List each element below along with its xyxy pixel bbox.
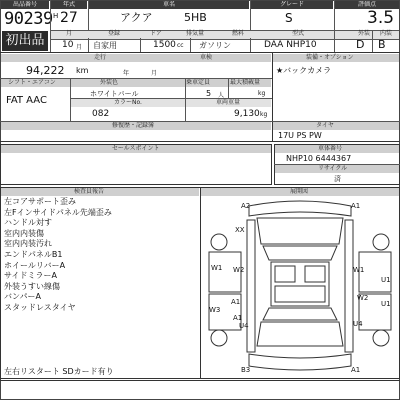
score-value: 3.5 (367, 8, 395, 28)
seat-front-left (275, 266, 295, 282)
front-bumper-outline (249, 201, 351, 216)
displacement-value: 1500 (153, 40, 176, 50)
diagram-mark: U1 (381, 300, 391, 308)
diagram-mark: W1 (211, 264, 223, 272)
mileage-unit: km (76, 66, 89, 75)
weight-value: 9,130 (234, 109, 260, 119)
report-footer: 左右リスタート SDカード有り (4, 367, 114, 376)
report-item: バンパーA (4, 292, 41, 302)
diagram-mark: A1 (231, 298, 241, 306)
wheel-rear-left (211, 330, 227, 346)
fuel-label: 燃料 (232, 30, 245, 37)
equipment-item: ★バックカメラ (276, 66, 332, 75)
hood-outline (257, 218, 343, 244)
seats-unit: 人 (218, 92, 225, 99)
left-side-outline (247, 220, 255, 352)
weight-label: 車両重量 (216, 99, 241, 106)
notes-label: セールスポイント (112, 145, 160, 152)
model-code-value: DAA NHP10 (264, 40, 317, 50)
seats-label: 乗車定員 (186, 79, 211, 86)
diagram-mark: A1 (351, 202, 361, 210)
usage-value: 自家用 (93, 41, 117, 50)
diagram-mark: W2 (233, 266, 245, 274)
fuel-value: ガソリン (199, 41, 231, 50)
trunk-outline (257, 322, 343, 346)
report-item: 室内内装傷 (4, 228, 44, 238)
diagram-mark: W2 (357, 294, 369, 302)
door-label: ドア (150, 30, 162, 37)
year-era: H (53, 12, 59, 20)
equipment-label: 装備・オプション (306, 54, 354, 61)
report-item: スタッドレスタイヤ (4, 302, 76, 312)
report-items (4, 197, 199, 314)
diagram-mark: A2 (241, 202, 251, 210)
windshield-outline (263, 246, 337, 260)
tire-header (273, 122, 399, 130)
car-diagram (201, 196, 399, 378)
shift-value: FAT AAC (6, 95, 47, 106)
shift-label: シフト・エアコン (8, 79, 56, 86)
color-label: 外装色 (100, 79, 119, 86)
report-item: ハンドル対す (4, 218, 52, 228)
chassis-value: NHP10 6444367 (286, 154, 352, 163)
interior-label: 内装 (380, 30, 393, 37)
body-type: 5HB (184, 11, 207, 24)
report-item: ホイールリバーA (4, 260, 66, 270)
wheel-front-left (211, 234, 227, 250)
diagram-mark: XX (235, 226, 245, 234)
year-value: 27 (60, 10, 78, 26)
right-side-outline (345, 220, 353, 352)
record-label: 修復歴・記録簿 (112, 122, 155, 129)
report-item: 室内内装汚れ (4, 239, 52, 249)
grade-label: グレード (251, 1, 333, 9)
diagram-mark: U4 (353, 320, 363, 328)
mileage-label: 走行 (94, 54, 107, 61)
color-no-label: カラーNo. (114, 99, 142, 106)
tire-label: タイヤ (316, 122, 334, 129)
rear-bumper-outline (249, 354, 351, 370)
diagram-label: 展開図 (290, 188, 309, 195)
notes-box (0, 144, 272, 185)
diagram-mark: U1 (381, 276, 391, 284)
displacement-unit: cc (177, 42, 184, 49)
load-label: 最大積載量 (230, 79, 261, 86)
mileage-header (1, 54, 271, 62)
inspection-year: 年 (123, 70, 130, 77)
month-value: 10 (62, 40, 74, 50)
report-item: 外装うすい線傷 (4, 281, 60, 291)
load-unit: kg (258, 90, 266, 97)
mileage-value: 94,222 (26, 64, 65, 77)
color-value: ホワイトパール (90, 90, 139, 98)
diagram-mark: W3 (209, 306, 221, 314)
diagram-mark: U4 (239, 322, 249, 330)
report-item: 左コアサポート歪み (4, 197, 76, 206)
usage-label: 登録 (108, 30, 121, 37)
lot-number-label: 出品番号 (1, 1, 49, 9)
report-item: エンドパネルB1 (4, 249, 63, 259)
sub-header-bar (51, 30, 399, 40)
recycle-label: リサイクル (318, 165, 348, 172)
displacement-label: 排気量 (186, 30, 205, 37)
exterior-label: 外装 (358, 30, 371, 37)
diagram-mark: W1 (353, 266, 365, 274)
recycle-value: 済 (334, 175, 341, 183)
wheel-front-right (373, 234, 389, 250)
score-label: 評価点 (335, 1, 399, 9)
tire-value: 17U PS PW (278, 131, 322, 140)
color-no-value: 082 (92, 109, 110, 119)
report-label: 検査員報告 (74, 188, 105, 195)
year-label: 年式 (51, 1, 87, 9)
seats-value: 5 (206, 89, 212, 98)
weight-unit: kg (260, 111, 268, 118)
report-item: サイドミラーA (4, 271, 57, 281)
month-label: 月 (66, 30, 73, 37)
first-listing-badge: 初出品 (2, 31, 48, 51)
grade-value: S (285, 11, 293, 25)
lot-number: 90239 (4, 9, 53, 29)
exterior-grade: D (356, 38, 365, 51)
car-name: アクア (120, 11, 153, 24)
diagram-mark: B3 (241, 366, 251, 374)
interior-grade: B (378, 38, 386, 51)
roof-outline (271, 262, 329, 306)
month-unit: 月 (76, 44, 83, 51)
chassis-label: 車体番号 (318, 145, 343, 152)
diagram-mark: A1 (351, 366, 361, 374)
seat-front-right (305, 266, 325, 282)
model-code-label: 型式 (292, 30, 305, 37)
inspection-month: 月 (151, 70, 158, 77)
rear-glass-outline (263, 308, 337, 320)
wheel-rear-right (373, 330, 389, 346)
report-item: 左Fインサイドパネル先端歪み (4, 207, 112, 217)
diagram-mark: A1 (233, 314, 243, 322)
car-name-label: 車名 (89, 1, 249, 9)
inspection-label: 車検 (200, 54, 213, 61)
seat-rear (275, 286, 325, 302)
